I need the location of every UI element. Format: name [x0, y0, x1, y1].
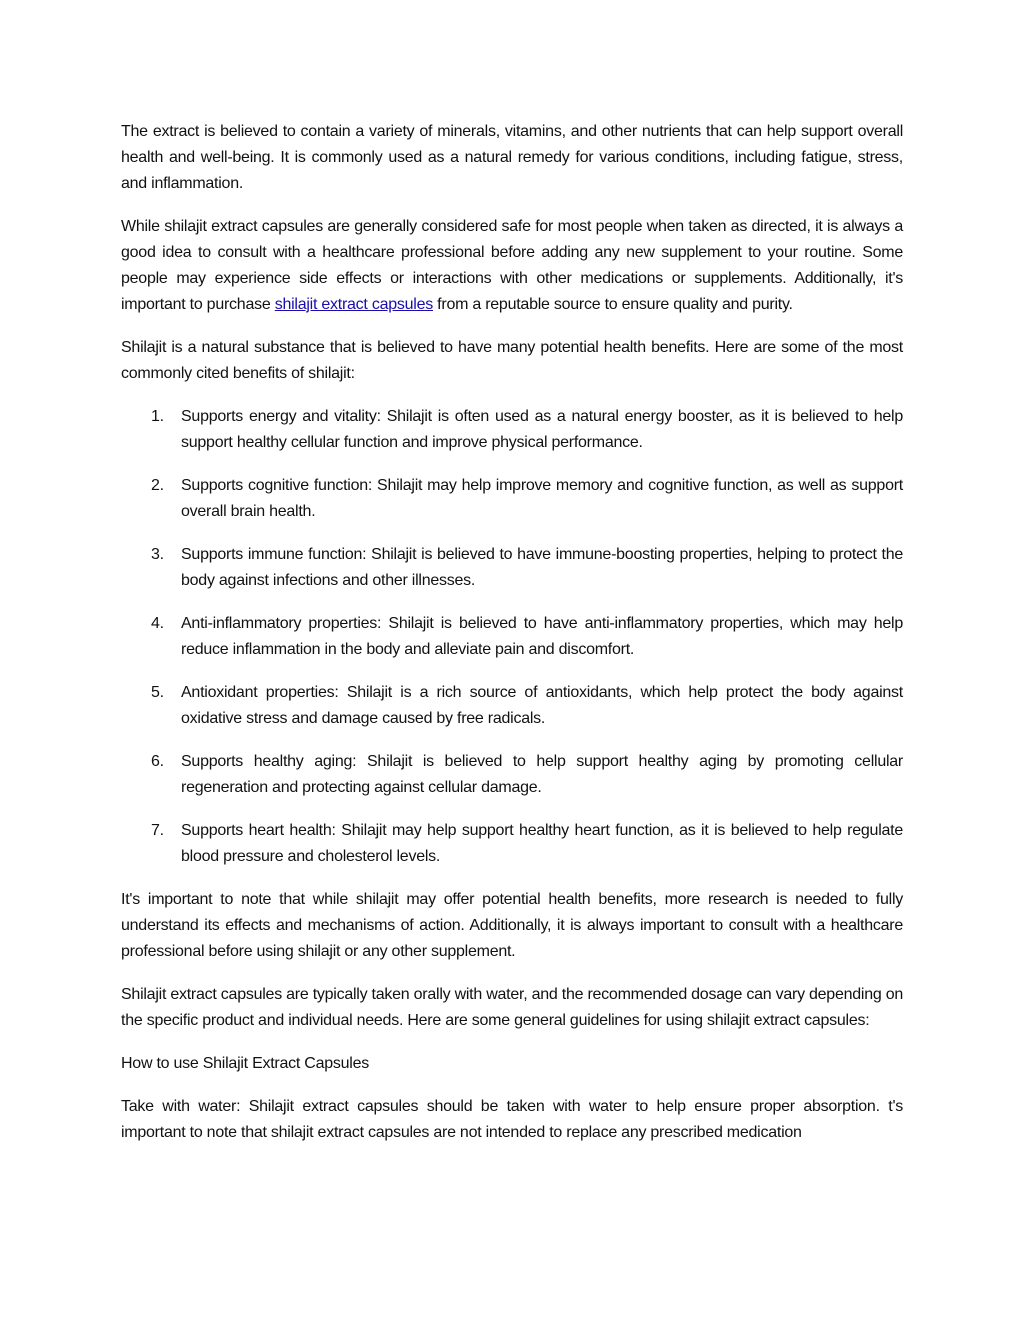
paragraph-research-note: It's important to note that while shilajit may offer potential health benefits, more research is needed to fully understand its effects and mechanisms of action. Additionally, it is always important to consult with a healthcare professional before using shilajit or any other supplement.: [121, 891, 903, 960]
list-item-text: Anti-inflammatory properties: Shilajit is believed to have anti-inflammatory properties, which may help reduce inflammation in the body and alleviate pain and discomfort.: [181, 615, 903, 658]
list-item-number: 2.: [151, 477, 164, 494]
list-item-number: 7.: [151, 822, 164, 839]
paragraph-safety: [121, 214, 903, 318]
paragraph-safety-text: While shilajit extract capsules are generally considered safe for most people when taken as directed, it is always a good idea to consult with a healthcare professional before adding any new supplement to your routine. Some people may experience side effects or interactions with other medications or supplements. Additionally, it's important to purchase: [121, 218, 903, 313]
list-item: [121, 404, 903, 456]
paragraph-take-with-water: Take with water: Shilajit extract capsules should be taken with water to help ensure proper absorption. t's important to note that shilajit extract capsules are not intended to replace any prescribed medication: [121, 1098, 903, 1141]
list-item: [121, 818, 903, 870]
paragraph-benefits-intro: Shilajit is a natural substance that is believed to have many potential health benefits. Here are some of the most commonly cited benefits of shilajit:: [121, 339, 903, 382]
list-item: [121, 473, 903, 525]
paragraph-dosage: Shilajit extract capsules are typically taken orally with water, and the recommended dosage can vary depending on the specific product and individual needs. Here are some general guidelines for using shilajit extract capsules:: [121, 986, 903, 1029]
list-item: [121, 611, 903, 663]
paragraph-safety-text-end: from a reputable source to ensure quality and purity.: [432, 296, 793, 313]
list-item-text: Antioxidant properties: Shilajit is a rich source of antioxidants, which help protect the body against oxidative stress and damage caused by free radicals.: [181, 684, 903, 727]
list-item-number: 3.: [151, 546, 164, 563]
list-item: [121, 542, 903, 594]
list-item-number: 5.: [151, 684, 164, 701]
list-item-text: Supports heart health: Shilajit may help support healthy heart function, as it is believed to help regulate blood pressure and cholesterol levels.: [181, 822, 903, 865]
list-item-text: Supports healthy aging: Shilajit is believed to help support healthy aging by promoting cellular regeneration and protecting against cellular damage.: [181, 753, 903, 796]
list-item-text: Supports immune function: Shilajit is believed to have immune-boosting properties, helping to protect the body against infections and other illnesses.: [181, 546, 903, 589]
list-item-text: Supports energy and vitality: Shilajit is often used as a natural energy booster, as it is believed to help support healthy cellular function and improve physical performance.: [181, 408, 903, 451]
section-heading: How to use Shilajit Extract Capsules: [121, 1055, 369, 1072]
list-item: [121, 749, 903, 801]
list-item-number: 4.: [151, 615, 164, 632]
shilajit-capsules-link[interactable]: shilajit extract capsules: [274, 296, 433, 313]
list-item-number: 6.: [151, 753, 164, 770]
benefits-list: [121, 404, 903, 870]
document-page: [121, 119, 903, 1163]
paragraph-extract-nutrients: The extract is believed to contain a variety of minerals, vitamins, and other nutrients that can help support overall health and well-being. It is commonly used as a natural remedy for various conditions, including fatigue, stress, and inflammation.: [121, 123, 903, 192]
list-item-number: 1.: [151, 408, 164, 425]
list-item-text: Supports cognitive function: Shilajit may help improve memory and cognitive function, as well as support overall brain health.: [181, 477, 903, 520]
list-item: [121, 680, 903, 732]
